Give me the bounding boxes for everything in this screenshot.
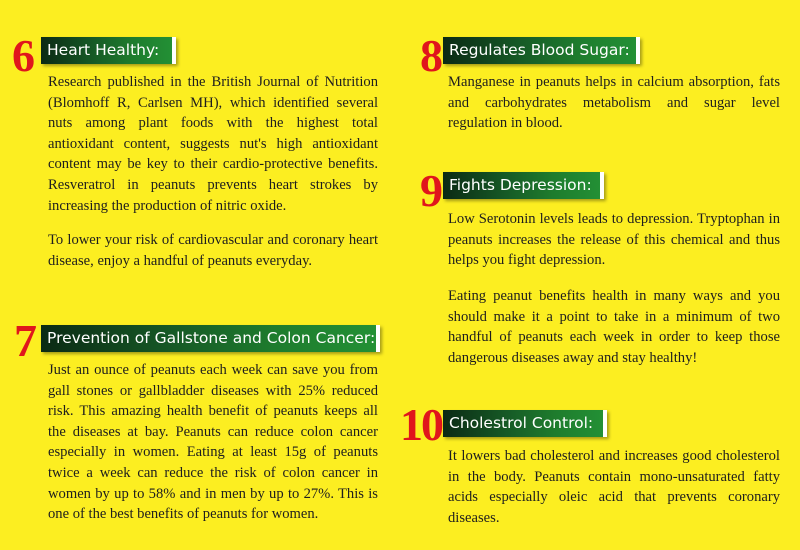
section-paragraph: To lower your risk of cardiovascular and coronary heart disease, enjoy a handful of peanuts everyday. bbox=[48, 232, 378, 269]
section-title-banner: Cholestrol Control: bbox=[443, 410, 607, 437]
section-paragraph: Just an ounce of peanuts each week can save you from gall stones or gallbladder diseases with 25% reduced risk. This amazing health benefit of peanuts keeps all the diseases at bay. Peanuts can reduce colon cancer especially in women. Eating at least 15g of peanuts twice a week can reduce the risk of colon cancer in women by up to 58% and in men by up to 27%. This is one of the best benefits of peanuts for women. bbox=[48, 362, 378, 523]
section-paragraph: Eating peanut benefits health in many ways and you should make it a point to take in a minimum of two handful of peanuts each week in order to keep those dangerous diseases away and stay healthy! bbox=[448, 288, 780, 366]
section-title-banner: Heart Healthy: bbox=[41, 37, 176, 64]
section-paragraph: Manganese in peanuts helps in calcium absorption, fats and carbohydrates metabolism and sugar level regulation in blood. bbox=[448, 74, 780, 132]
section-paragraph: Research published in the British Journal of Nutrition (Blomhoff R, Carlsen MH), which identified several nuts among plant foods with the highest total antioxidant content, suggests nut's high antioxidant content may be key to their cardio-protective benefits. Resveratrol in peanuts prevents heart strokes by increasing the production of nitric oxide. bbox=[48, 74, 378, 214]
section-number: 8 bbox=[420, 30, 441, 81]
section-number: 6 bbox=[12, 30, 33, 81]
section-title-banner: Regulates Blood Sugar: bbox=[443, 37, 640, 64]
section-number: 9 bbox=[420, 165, 441, 216]
section-paragraph: It lowers bad cholesterol and increases good cholesterol in the body. Peanuts contain mono-unsaturated fatty acids especially oleic acid that prevents coronary diseases. bbox=[448, 448, 780, 526]
section-title-banner: Fights Depression: bbox=[443, 172, 604, 199]
section-number: 10 bbox=[400, 399, 442, 450]
section-paragraph: Low Serotonin levels leads to depression. Tryptophan in peanuts increases the release of this chemical and thus helps you fight depression. bbox=[448, 211, 780, 269]
section-number: 7 bbox=[14, 315, 35, 366]
section-title-banner: Prevention of Gallstone and Colon Cancer: bbox=[41, 325, 380, 352]
